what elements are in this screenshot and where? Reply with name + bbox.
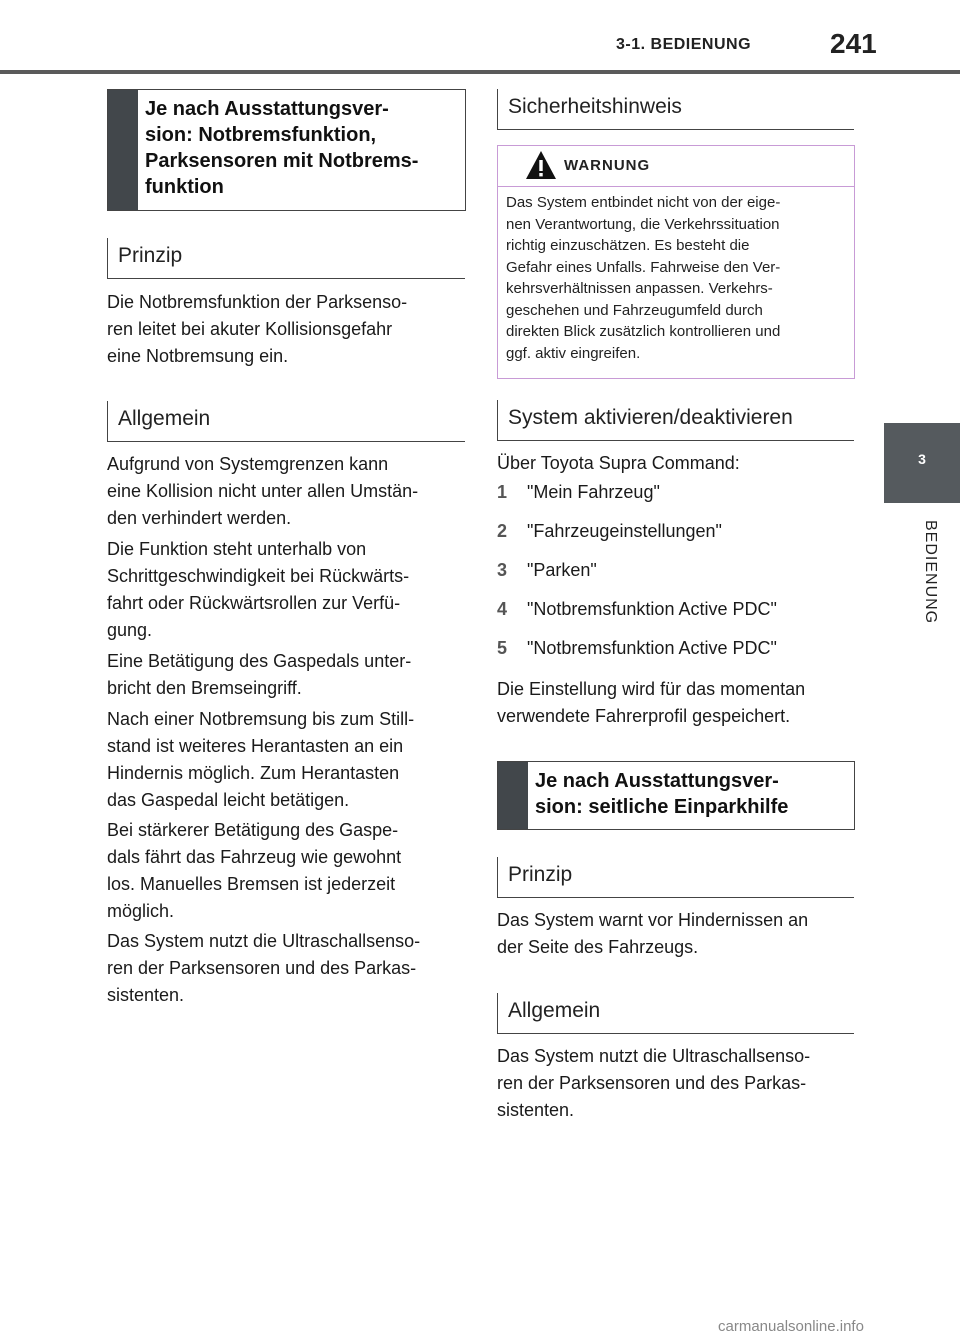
heading-bar <box>498 762 528 829</box>
chapter-number: 3 <box>918 451 926 467</box>
heading-bar <box>108 90 138 210</box>
command-intro: Über Toyota Supra Command: <box>497 453 740 473</box>
subheading-allgemein-2: Allgemein <box>497 993 854 1034</box>
warning-box <box>497 145 855 379</box>
subheading-system-aktivieren: System aktivieren/deaktivieren <box>497 400 854 441</box>
setting-note: Die Einstellung wird für das momentan verwendete Fahrerprofil gespeichert. <box>497 679 806 726</box>
subheading-prinzip-2: Prinzip <box>497 857 854 898</box>
prinzip-paragraph-2: Das System warnt vor Hindernissen an der Seite des Fahrzeugs. <box>497 910 809 957</box>
step-item: 5 "Notbremsfunktion Active PDC" <box>497 638 777 658</box>
header-divider <box>0 70 960 74</box>
allgemein-paragraph-5: Bei stärkerer Betätigung des Gaspe- dals fährt das Fahrzeug wie gewohnt los. Manuelles Bremsen ist jederzeit möglich. <box>107 820 402 921</box>
warning-title: WARNUNG <box>564 157 651 174</box>
subheading-allgemein: Allgemein <box>107 401 465 442</box>
chapter-label: BEDIENUNG <box>922 520 939 625</box>
section-heading-notbremsfunktion <box>107 89 466 211</box>
warning-triangle-icon <box>525 149 557 181</box>
section-heading-text: Je nach Ausstattungsver- sion: seitliche Einparkhilfe <box>535 770 789 818</box>
prinzip-paragraph: Die Notbremsfunktion der Parksenso- ren leitet bei akuter Kollisionsgefahr eine Notbremsung ein. <box>107 292 408 366</box>
page-number: 241 <box>830 28 877 59</box>
watermark: carmanualsonline.info <box>718 1318 864 1335</box>
section-title: 3-1. BEDIENUNG <box>616 36 752 53</box>
allgemein-paragraph-right: Das System nutzt die Ultraschallsenso- ren der Parksensoren und des Parkas- sistenten. <box>497 1046 811 1120</box>
allgemein-paragraph-3: Eine Betätigung des Gaspedals unter- bricht den Bremseingriff. <box>107 651 412 698</box>
step-item: 4 "Notbremsfunktion Active PDC" <box>497 599 777 619</box>
chapter-tab <box>884 423 960 503</box>
warning-text: Das System entbindet nicht von der eige- nen Verantwortung, die Verkehrssituation richtig einzuschätzen. Es besteht die Gefahr eines Unfalls. Fahrweise den Ver- kehrsverhältnissen anpassen. Verkehrs- geschehen und Fahrzeugumfeld durch direkten Blick zusätzlich kontrollieren und ggf. aktiv eingreifen. <box>506 194 781 362</box>
section-heading-seitliche-einparkhilfe <box>497 761 855 830</box>
allgemein-paragraph-1: Aufgrund von Systemgrenzen kann eine Kollision nicht unter allen Umstän- den verhindert werden. <box>107 454 419 528</box>
warning-header <box>498 146 854 187</box>
allgemein-paragraph-6: Das System nutzt die Ultraschallsenso- ren der Parksensoren und des Parkas- sistenten. <box>107 931 421 1005</box>
step-item: 1 "Mein Fahrzeug" <box>497 482 660 502</box>
allgemein-paragraph-2: Die Funktion steht unterhalb von Schrittgeschwindigkeit bei Rückwärts- fahrt oder Rückwärtsrollen zur Verfü- gung. <box>107 539 410 640</box>
allgemein-paragraph-4: Nach einer Notbremsung bis zum Still- stand ist weiteres Herantasten an ein Hindernis möglich. Zum Herantasten das Gaspedal leicht betätigen. <box>107 709 415 810</box>
subheading-sicherheitshinweis: Sicherheitshinweis <box>497 89 854 130</box>
step-item: 2 "Fahrzeugeinstellungen" <box>497 521 722 541</box>
subheading-prinzip: Prinzip <box>107 238 465 279</box>
step-item: 3 "Parken" <box>497 560 597 580</box>
section-heading-text: Je nach Ausstattungsver- sion: Notbremsfunktion, Parksensoren mit Notbrems- funktion <box>145 98 419 198</box>
